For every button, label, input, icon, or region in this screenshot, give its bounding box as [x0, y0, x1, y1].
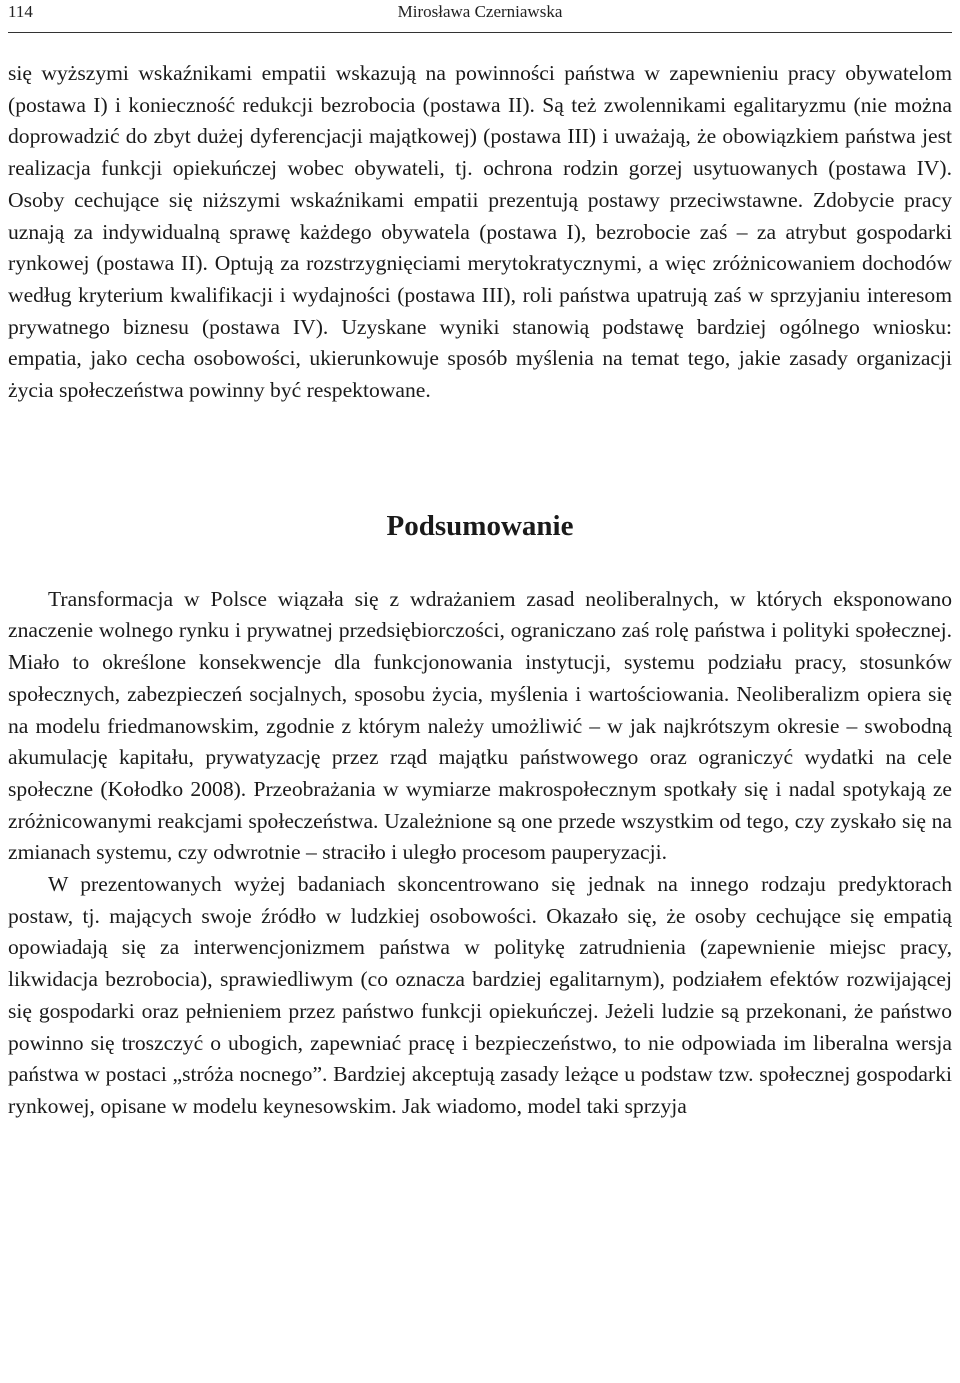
body-paragraph-2: Transformacja w Polsce wiązała się z wdrażaniem zasad neoliberalnych, w których eksponowano znaczenie wolnego rynku i prywatnej przedsiębiorczości, ograniczano zaś rolę państwa i polityki społecznej. Miało to określone konsekwencje dla funkcjonowania instytucji, systemu podziału pracy, stosunków społecznych, zabezpieczeń socjalnych, sposobu życia, myślenia i wartościowania. Neoliberalizm opiera się na modelu friedmanowskim, zgodnie z którym należy umożliwić – w jak najkrótszym okresie – swobodną akumulację kapitału, prywatyzację przez rząd majątku państwowego oraz ograniczyć wydatki na cele społeczne (Kołodko 2008). Przeobrażania w wymiarze makrospołecznym spotkały się i nadal spotykają ze zróżnicowanymi reakcjami społeczeństwa. Uzależnione są one przede wszystkim od tego, czy zyskało się na zmianach systemu, czy odwrotnie – straciło i uległo procesom pauperyzacji. — [8, 586, 952, 865]
body-paragraph-1: się wyższymi wskaźnikami empatii wskazują na powinności państwa w zapewnieniu pracy obywatelom (postawa I) i konieczność redukcji bezrobocia (postawa II). Są też zwolennikami egalitaryzmu (nie można doprowadzić do zbyt dużej dyferencjacji majątkowej) (postawa III) i uważają, że obowiązkiem państwa jest realizacja funkcji opiekuńczej wobec obywateli, tj. ochrona rodzin gorzej usytuowanych (postawa IV). Osoby cechujące się niższymi wskaźnikami empatii prezentują postawy przeciwstawne. Zdobycie pracy uznają za indywidualną sprawę każdego obywatela (postawa I), bezrobocie zaś – za atrybut gospodarki rynkowej (postawa II). Optują za rozstrzygnięciami merytokratycznymi, a więc zróżnicowaniem dochodów według kryterium kwalifikacji i wydajności (postawa III), roli państwa upatrują zaś w sprzyjaniu interesom prywatnego biznesu (postawa IV). Uzyskane wyniki stanowią podstawę bardziej ogólnego wniosku: empatia, jako cecha osobowości, ukierunkowuje sposób myślenia na temat tego, jakie zasady organizacji życia społeczeństwa powinny być respektowane. — [8, 61, 952, 403]
running-header-author: Mirosława Czerniawska — [397, 2, 563, 21]
header-rule — [8, 32, 952, 33]
running-header — [8, 1, 952, 25]
section-heading: Podsumowanie — [386, 509, 574, 542]
page — [8, 0, 952, 1383]
page-number: 114 — [8, 2, 33, 21]
body-paragraph-3: W prezentowanych wyżej badaniach skoncentrowano się jednak na innego rodzaju predyktorach postaw, tj. mających swoje źródło w ludzkiej osobowości. Okazało się, że osoby cechujące się empatią opowiadają się za interwencjonizmem państwa w politykę zatrudnienia (zapewnienie miejsc pracy, likwidacja bezrobocia), sprawiedliwym (co oznacza bardziej egalitarnym), podziałem efektów rozwijającej się gospodarki oraz pełnieniem przez państwo funkcji opiekuńczej. Jeżeli ludzie są przekonani, że państwo powinno się troszczyć o ubogich, zapewniać pracę i bezpieczeństwo, to nie odpowiada im liberalna wersja państwa w postaci „stróża nocnego”. Bardziej akceptują zasady leżące u podstaw tzw. społecznej gospodarki rynkowej, opisane w modelu keynesowskim. Jak wiadomo, model taki sprzyja — [8, 872, 952, 1118]
